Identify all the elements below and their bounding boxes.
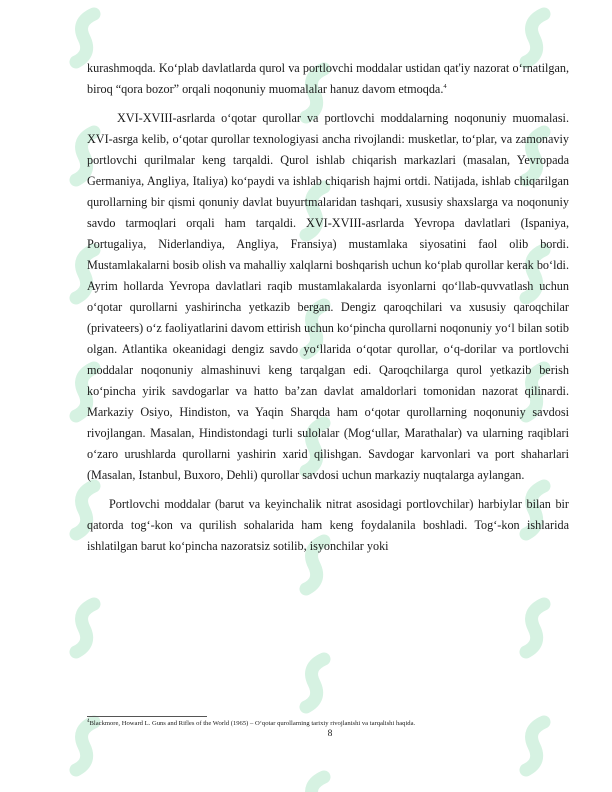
watermark-stroke <box>76 604 94 652</box>
footnote <box>87 719 569 728</box>
watermark-stroke <box>526 14 544 62</box>
watermark-stroke <box>306 777 324 792</box>
footnote-number: 4 <box>87 719 90 724</box>
paragraph-explosives: Portlovchi moddalar (barut va keyinchalik nitrat asosidagi portlovchilar) harbiylar bilan bir qatorda tog‘-kon va qurilish sohalarida ham keng foydalanila boshladi. Tog‘-kon ishlarida ishlatilgan barut ko‘pincha nazoratsiz sotilib, isyonchilar yoki <box>87 497 569 553</box>
footnote-text: Blackmore, Howard L. Guns and Rifles of the World (1965) – O‘qotar qurollarning tarixiy rivojlanishi va tarqalishi haqida. <box>89 720 416 727</box>
page-number: 8 <box>327 729 333 739</box>
watermark-stroke <box>76 14 94 62</box>
footnote-reference: 4 <box>443 83 447 90</box>
watermark-stroke <box>306 659 324 707</box>
paragraph-continuation: kurashmoqda. Ko‘plab davlatlarda qurol va portlovchi moddalar ustidan qat'iy nazorat o‘rnatilgan, biroq “qora bozor” orqali noqonuniy muomalalar hanuz davom etmoqda.$^4$ <box>87 61 569 96</box>
watermark-stroke <box>526 604 544 652</box>
footnote-divider <box>87 716 207 717</box>
page-body <box>87 58 569 557</box>
paragraph-history: XVI-XVIII-asrlarda o‘qotar qurollar va portlovchi moddalarning noqonuniy muomalasi. XVI-asrga kelib, o‘qotar qurollar texnologiyasi ancha rivojlandi: musketlar, to‘plar, va zamonaviy portlovchi qurilmalar keng tarqaldi. Qurol ishlab chiqarish markazlari (masalan, Yevropada Germaniya, Angliya, Italiya) ko‘paydi va ishlab chiqarish hajmi ortdi. Natijada, ishlab chiqarilgan qurollarning bir qismi qonuniy davlat buyurtmalaridan tashqari, xususiy shaxslarga va noqonuniy savdo tarmoqlari orqali ham tarqaldi. XVI-XVIII-asrlarda Yevropa davlatlari (Ispaniya, Portugaliya, Niderlandiya, Angliya, Fransiya) mustamlaka siyosatini faol olib bordi. Mustamlakalarni bosib olish va mahalliy xalqlarni boshqarish uchun ko‘plab qurollar kerak bo‘ldi. Ayrim hollarda Yevropa davlatlari raqib mustamlakalarda isyonlarni qo‘llab-quvvatlash uchun o‘qotar qurollarni yashirincha yetkazib bergan. Dengiz qaroqchilari va xususiy qaroqchilar (privateers) o‘z faoliyatlarini davom ettirish uchun ko‘pincha qurollarni noqonuniy yo‘l bilan sotib olgan. Atlantika okeanidagi dengiz savdo yo‘llarida o‘qotar qurollar, o‘q-dorilar va portlovchi moddalar noqonuniy almashinuvi keng tarqalgan edi. Qaroqchilarga qurol yetkazib berish ko‘pincha yirik savdogarlar va hatto ba’zan davlat amaldorlari tomonidan nazorat qilinardi. Markaziy Osiyo, Hindiston, va Yaqin Sharqda ham o‘qotar qurollarning noqonuniy savdosi rivojlangan. Masalan, Hindistondagi turli sulolalar (Mog‘ullar, Marathalar) va ularning raqiblari o‘zaro urushlarda qurollarni yashirin xarid qilishgan. Savdogar karvonlari va port shaharlari (Masalan, Istanbul, Buxoro, Dehli) qurollar savdosi uchun markaziy nuqtalarga aylangan. <box>87 111 569 482</box>
